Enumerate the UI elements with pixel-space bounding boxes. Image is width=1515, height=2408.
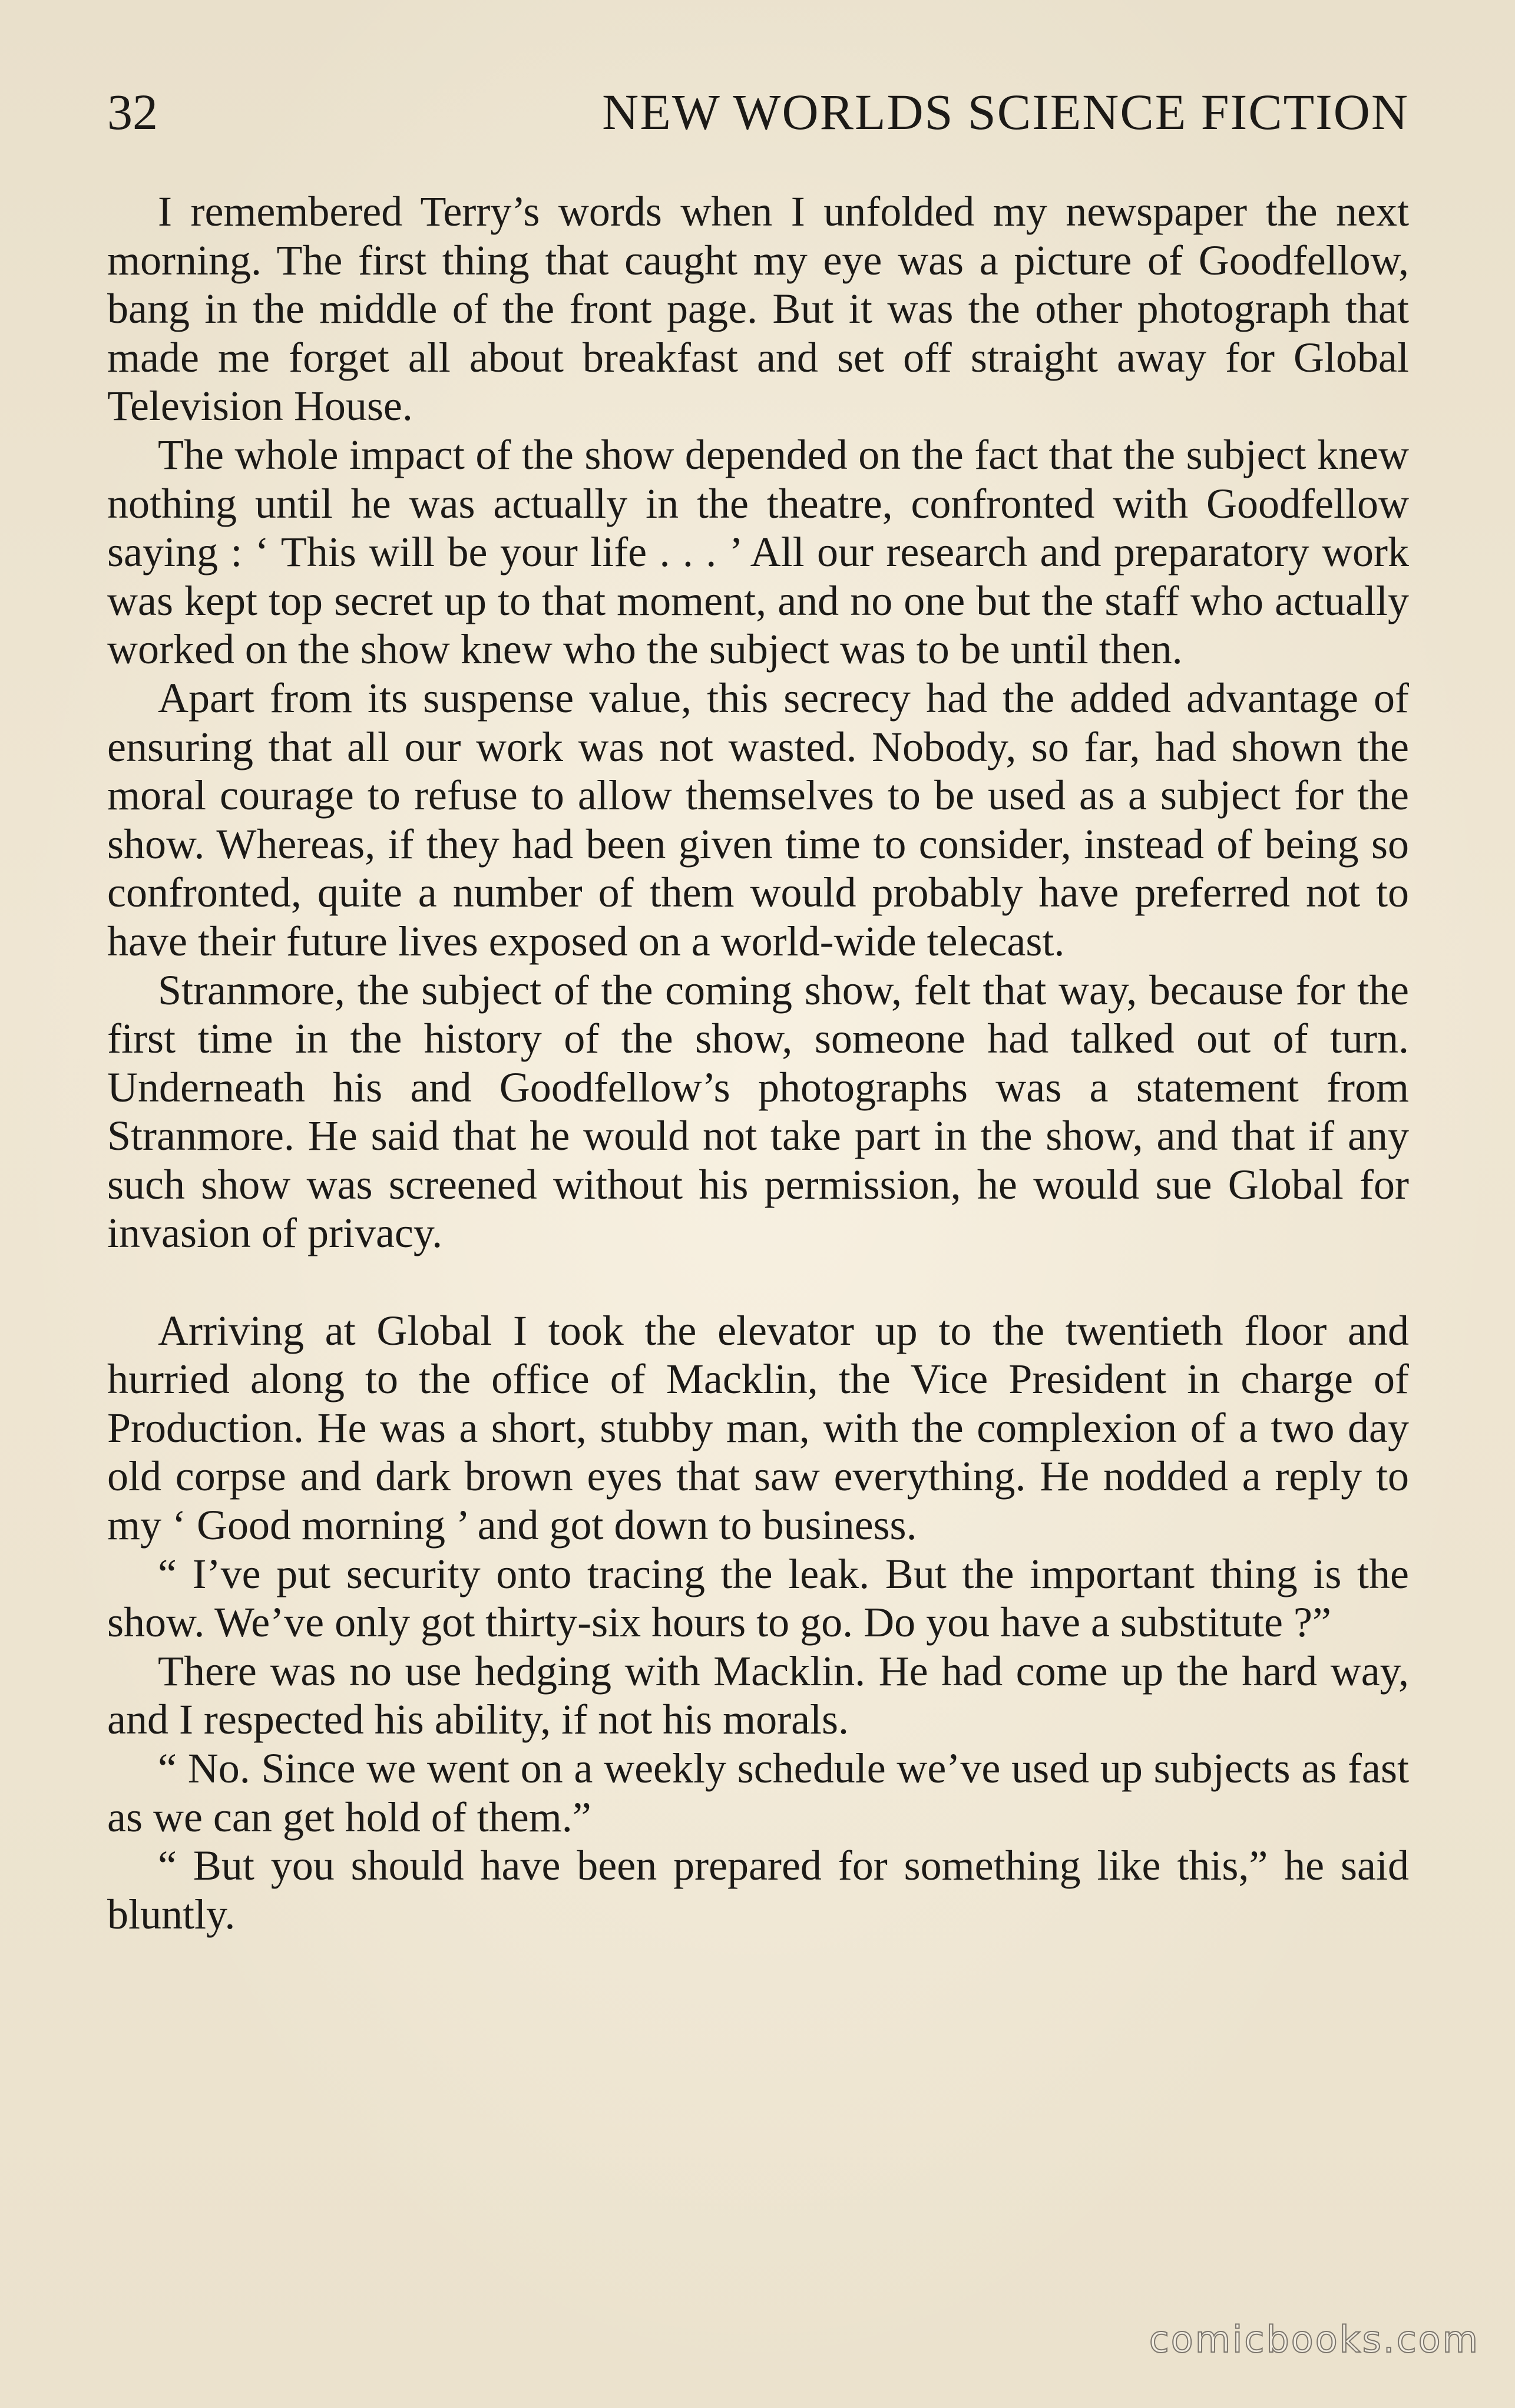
body-text [107, 187, 1409, 1939]
paragraph: Apart from its suspense value, this secrecy had the added advantage of ensuring that all our work was not wasted. Nobody, so far, had shown the moral courage to refuse to allow themselves to be used as a subject for the show. Whereas, if they had been given time to consider, instead of being so confronted, quite a number of them would probably have preferred not to have their future lives exposed on a world-wide telecast. [107, 674, 1409, 965]
paragraph: “ But you should have been prepared for something like this,” he said bluntly. [107, 1842, 1409, 1938]
paragraph: Stranmore, the subject of the coming show, felt that way, because for the first time in the history of the show, someone had talked out of turn. Underneath his and Goodfellow’s photographs was a statement from Stranmore. He said that he would not take part in the show, and that if any such show was screened without his permission, he would sue Global for invasion of privacy. [107, 966, 1409, 1257]
page-header [107, 82, 1409, 147]
running-head: NEW WORLDS SCIENCE FICTION [602, 84, 1409, 140]
paragraph: “ I’ve put security onto tracing the leak. But the important thing is the show. We’ve only got thirty-six hours to go. Do you have a substitute ?” [107, 1550, 1409, 1646]
paragraph: The whole impact of the show depended on the fact that the subject knew nothing until he was actually in the theatre, confronted with Goodfellow saying : ‘ This will be your life . . . ’ All our research and preparatory work was kept top secret up to that moment, and no one but the staff who actually worked on the show knew who the subject was to be until then. [107, 431, 1409, 673]
paragraph: I remembered Terry’s words when I unfolded my newspaper the next morning. The first thing that caught my eye was a picture of Goodfellow, bang in the middle of the front page. But it was the other photograph that made me forget all about breakfast and set off straight away for Global Television House. [107, 188, 1409, 430]
paragraph: “ No. Since we went on a weekly schedule we’ve used up subjects as fast as we can get hold of them.” [107, 1745, 1409, 1841]
page-number: 32 [107, 84, 158, 140]
paragraph: There was no use hedging with Macklin. He had come up the hard way, and I respected his ability, if not his morals. [107, 1647, 1409, 1744]
paragraph: Arriving at Global I took the elevator up to the twentieth floor and hurried along to the office of Macklin, the Vice President in charge of Production. He was a short, stubby man, with the complexion of a two day old corpse and dark brown eyes that saw everything. He nodded a reply to my ‘ Good morning ’ and got down to business. [107, 1306, 1409, 1549]
source-watermark: comicbooks.com [1149, 2318, 1480, 2361]
